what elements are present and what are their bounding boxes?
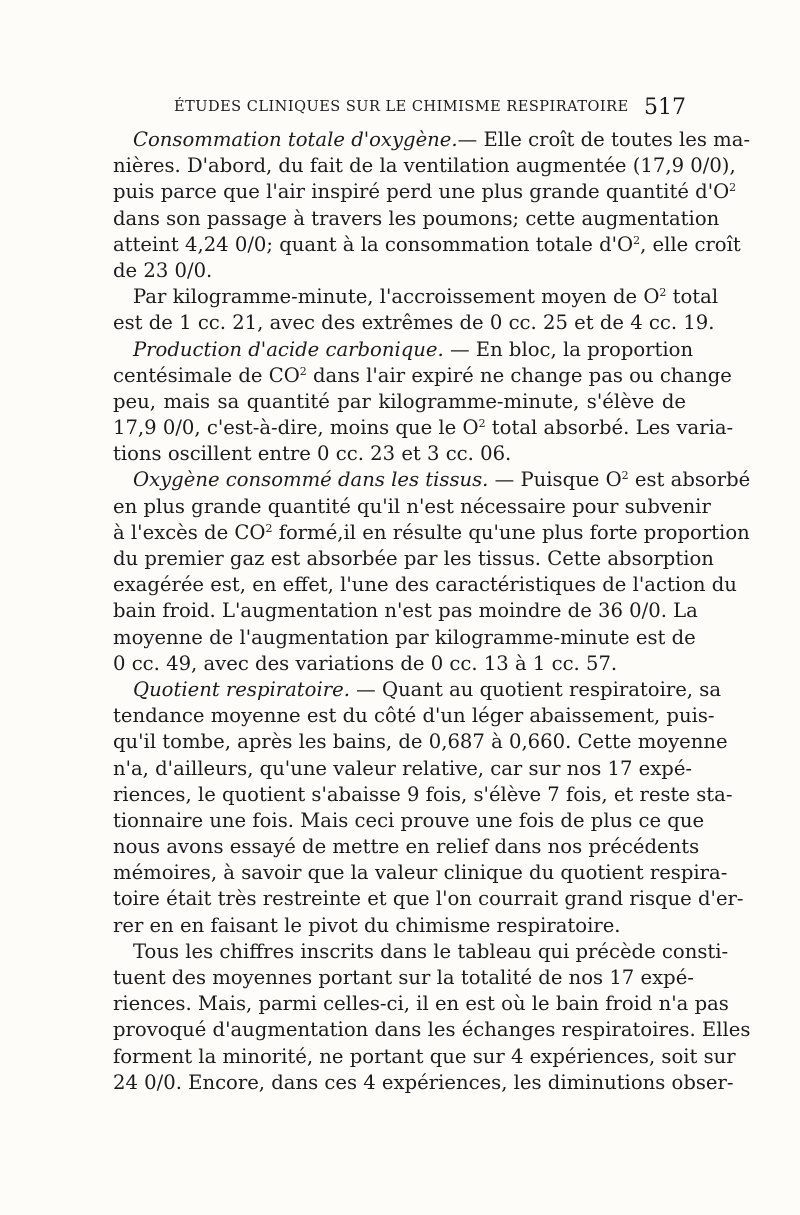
text-segment: — Elle croît de toutes les ma- <box>457 128 751 151</box>
text-segment: Tous les chiffres inscrits dans le tableau qui précède consti- <box>133 939 729 963</box>
italic-heading: Oxygène consommé dans les tissus. <box>133 468 489 492</box>
text-segment: puis parce que l'air inspiré perd une plus grande quantité d'O <box>113 180 730 204</box>
text-line <box>113 1070 734 1096</box>
text-line <box>113 965 694 991</box>
page-header <box>112 97 686 125</box>
body-text <box>113 127 751 1096</box>
paragraph <box>113 337 734 468</box>
text-line <box>113 598 698 624</box>
text-segment: à l'excès de CO <box>113 520 266 544</box>
superscript: 2 <box>265 521 273 535</box>
text-line <box>113 467 751 493</box>
text-segment: de 23 0/0. <box>113 258 213 282</box>
text-segment: qu'il tombe, après les bains, de 0,687 à 0,660. Cette moyenne <box>113 730 728 754</box>
text-line <box>113 991 729 1017</box>
text-segment: tionnaire une fois. Mais ceci prouve une fois de plus ce que <box>113 808 705 832</box>
running-title: ÉTUDES CLINIQUES SUR LE CHIMISME RESPIRATOIRE <box>174 99 629 115</box>
text-line <box>113 834 700 860</box>
text-line <box>113 520 750 546</box>
text-segment: total absorbé. Les varia- <box>485 416 734 440</box>
text-line <box>113 337 694 363</box>
text-line <box>113 1017 751 1043</box>
text-line <box>113 572 737 598</box>
text-segment: moyenne de l'augmentation par kilogramme-minute est de <box>113 625 696 649</box>
text-segment: nous avons essayé de mettre en relief dans nos précédents <box>113 835 700 859</box>
text-line <box>113 179 737 205</box>
text-line <box>113 284 719 310</box>
paragraph <box>113 467 751 677</box>
text-line <box>113 206 720 232</box>
text-segment: — Quant au quotient respiratoire, sa <box>349 677 722 701</box>
text-line <box>113 677 722 703</box>
text-line <box>113 546 714 572</box>
text-segment: tions oscillent entre 0 cc. 23 et 3 cc. 06. <box>113 442 512 466</box>
text-line <box>113 886 744 912</box>
text-segment: — Puisque O <box>488 468 622 492</box>
text-segment: formé,il en résulte qu'une plus forte proportion <box>272 520 750 544</box>
text-line <box>113 389 686 415</box>
text-segment: est de 1 cc. 21, avec des extrêmes de 0 cc. 25 et de 4 cc. 19. <box>113 311 715 335</box>
text-segment: 24 0/0. Encore, dans ces 4 expériences, les diminutions obser- <box>113 1070 734 1094</box>
text-line <box>113 1044 736 1070</box>
text-segment: riences. Mais, parmi celles-ci, il en est où le bain froid n'a pas <box>113 992 729 1016</box>
text-segment: peu, mais sa quantité par kilogramme-minute, s'élève de <box>113 389 686 413</box>
text-segment: mémoires, à savoir que la valeur clinique du quotient respira- <box>113 861 728 885</box>
text-line <box>113 127 751 153</box>
text-segment: — En bloc, la proportion <box>443 337 694 361</box>
text-segment: provoqué d'augmentation dans les échanges respiratoires. Elles <box>113 1018 751 1042</box>
superscript: 2 <box>621 469 629 483</box>
italic-heading: Production d'acide carbonique. <box>133 337 444 361</box>
text-line <box>113 310 715 336</box>
text-segment: exagérée est, en effet, l'une des caractéristiques de l'action du <box>113 573 737 597</box>
text-segment: forment la minorité, ne portant que sur 4 expériences, soit sur <box>113 1044 736 1068</box>
text-segment: en plus grande quantité qu'il n'est nécessaire pour subvenir <box>113 494 711 518</box>
text-segment: 0 cc. 49, avec des variations de 0 cc. 13 à 1 cc. 57. <box>113 651 618 675</box>
text-segment: n'a, d'ailleurs, qu'une valeur relative, car sur nos 17 expé- <box>113 756 693 780</box>
text-segment: dans son passage à travers les poumons; cette augmentation <box>113 206 720 230</box>
paragraph <box>113 939 751 1096</box>
superscript: 2 <box>299 364 307 378</box>
text-segment: , elle croît <box>640 232 741 256</box>
text-segment: est absorbé <box>628 468 751 492</box>
text-line <box>113 860 728 886</box>
text-line <box>113 258 686 284</box>
text-line <box>113 808 705 834</box>
text-segment: atteint 4,24 0/0; quant à la consommation totale d'O <box>113 232 634 256</box>
text-line <box>113 153 736 179</box>
superscript: 2 <box>478 417 486 431</box>
paragraph <box>113 677 744 939</box>
text-line <box>113 415 734 441</box>
text-line <box>113 703 715 729</box>
text-line <box>113 782 733 808</box>
text-segment: bain froid. L'augmentation n'est pas moindre de 36 0/0. La <box>113 599 698 623</box>
text-line <box>113 939 729 965</box>
superscript: 2 <box>659 286 667 300</box>
page-number: 517 <box>644 95 686 120</box>
text-line <box>113 625 696 651</box>
paragraph <box>113 284 719 336</box>
text-segment: riences, le quotient s'abaisse 9 fois, s'élève 7 fois, et reste sta- <box>113 782 733 806</box>
text-line <box>113 494 711 520</box>
superscript: 2 <box>729 181 737 195</box>
superscript: 2 <box>633 233 641 247</box>
text-segment: 17,9 0/0, c'est-à-dire, moins que le O <box>113 416 479 440</box>
text-segment: tendance moyenne est du côté d'un léger abaissement, puis- <box>113 704 715 728</box>
italic-heading: Quotient respiratoire. <box>133 677 350 701</box>
text-segment: du premier gaz est absorbée par les tissus. Cette absorption <box>113 547 714 570</box>
text-segment: total <box>666 285 719 309</box>
text-line <box>113 651 686 677</box>
italic-heading: Consommation totale d'oxygène. <box>133 128 458 151</box>
text-segment: rer en en faisant le pivot du chimisme respiratoire. <box>113 913 621 937</box>
text-line <box>113 441 686 467</box>
text-segment: tuent des moyennes portant sur la totalité de nos 17 expé- <box>113 966 694 989</box>
text-segment: toire était très restreinte et que l'on courrait grand risque d'er- <box>113 887 744 911</box>
text-line <box>113 756 693 782</box>
text-line <box>113 363 732 389</box>
text-line <box>113 232 741 258</box>
text-segment: dans l'air expiré ne change pas ou change <box>306 363 732 387</box>
text-segment: nières. D'abord, du fait de la ventilation augmentée (17,9 0/0), <box>113 154 736 178</box>
text-segment: centésimale de CO <box>113 363 300 387</box>
paragraph <box>113 127 751 284</box>
text-segment: Par kilogramme-minute, l'accroissement moyen de O <box>133 285 660 309</box>
text-line <box>113 913 686 939</box>
text-line <box>113 729 728 755</box>
